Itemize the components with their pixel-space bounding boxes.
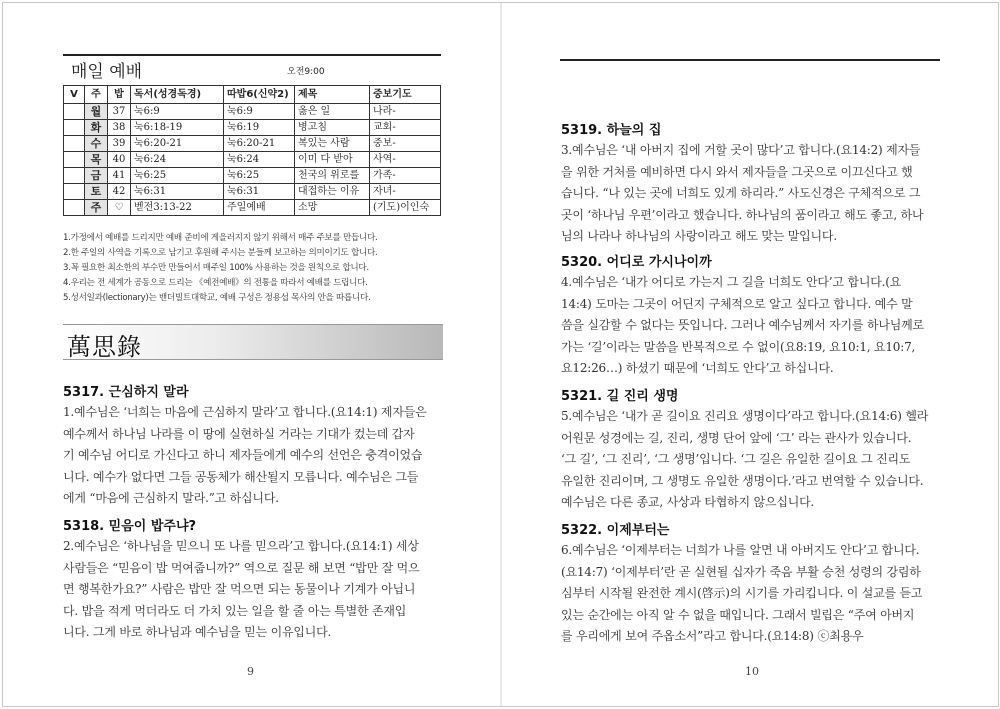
table-row — [64, 200, 441, 216]
section-title: 5321. 길 진리 생명 — [561, 389, 679, 404]
prayer-cell: 교회- — [370, 120, 441, 136]
body-line: 심부터 시작될 완전한 계시(啓示)의 시기를 가리킵니다. 이 설교를 듣고 — [561, 586, 923, 600]
book-spread — [2, 2, 999, 707]
worship-notes — [63, 231, 443, 306]
table-row — [64, 152, 441, 168]
note-line: 5.성서일과(lectionary)는 밴더빌트대학교, 예배 구성은 정용섭 목사의 안을 따릅니다. — [63, 293, 371, 303]
reading-cell: 눅6:18-19 — [131, 120, 224, 136]
title-cell: 복있는 사람 — [295, 136, 370, 152]
body-line: 기 예수님 어디로 가신다고 하니 제자들에게 예수의 선언은 충격이었습 — [63, 448, 423, 462]
col-header-num: 밥 — [108, 86, 131, 104]
note-line: 3.꼭 필요한 최소한의 부수만 만들어서 매주일 100% 사용하는 것을 원칙으로 합니다. — [63, 263, 369, 273]
section-title: 5322. 이제부터는 — [561, 523, 670, 538]
body-line: 를 우리에게 보여 주옵소서”라고 합니다.(요14:8) ⓒ최용우 — [561, 629, 864, 643]
body-line: 어원문 성경에는 길, 진리, 생명 단어 앞에 ‘그’ 라는 관사가 있습니다. — [561, 430, 912, 445]
body-line: 님의 나라나 하나님의 사랑이라고 해도 맞는 말입니다. — [561, 229, 837, 243]
reading-cell: 눅6:24 — [131, 152, 224, 168]
body-line: 요12:26…) 하셨기 때문에 ‘너희도 안다’고 하십니다. — [561, 361, 834, 375]
body-line: 있는 순간에는 아직 알 수 없을 때입니다. 그래서 빌립은 “주여 아버지 — [561, 607, 915, 622]
reading2-cell: 눅6:25 — [224, 168, 295, 184]
section-body — [561, 140, 923, 248]
col-header-reading: 독서(성경독경) — [131, 86, 224, 104]
top-rule — [63, 54, 441, 56]
section-body — [561, 272, 924, 380]
col-header-day: 주 — [85, 86, 108, 104]
day-cell: 월 — [85, 104, 108, 120]
prayer-cell: 사역- — [370, 152, 441, 168]
reading-cell: 눅6:25 — [131, 168, 224, 184]
note-line: 1.가정에서 예배를 드리지만 예배 준비에 게을러지지 않기 위해서 매주 주보를 만듭니다. — [63, 233, 378, 243]
prayer-cell: 중보- — [370, 136, 441, 152]
body-line: 씀을 실감할 수 없다는 뜻입니다. 그러나 예수님께서 자기를 하나님께로 — [561, 318, 924, 332]
body-line: 면 행복한가요?” 사람은 밥만 잘 먹으면 되는 동물이나 기계가 아닙니 — [63, 582, 416, 596]
num-cell: 37 — [108, 104, 131, 120]
section-body — [561, 406, 928, 514]
body-line: 예수께서 하나님 나라를 이 땅에 실현하실 거라는 기대가 컸는데 갑자 — [63, 426, 415, 441]
body-line: 사람들은 “믿음이 밥 먹여줍니까?” 역으로 질문 해 보면 “밥만 잘 먹으 — [63, 560, 420, 575]
body-line: 예수님은 다른 종교, 사상과 타협하지 않으십니다. — [561, 495, 815, 509]
section-title: 5317. 근심하지 말라 — [63, 385, 189, 400]
title-cell: 천국의 위로를 — [295, 168, 370, 184]
day-cell: 목 — [85, 152, 108, 168]
section-body — [561, 540, 922, 648]
num-cell: 40 — [108, 152, 131, 168]
day-cell: 토 — [85, 184, 108, 200]
left-page — [3, 3, 501, 706]
body-line: 6.예수님은 ‘이제부터는 너희가 나를 알면 내 아버지도 안다’고 합니다. — [561, 543, 920, 557]
section-title: 5319. 하늘의 집 — [561, 123, 662, 138]
check-cell[interactable] — [64, 184, 85, 200]
check-cell[interactable] — [64, 104, 85, 120]
reading-cell: 눅6:20-21 — [131, 136, 224, 152]
title-cell: 소망 — [295, 200, 370, 216]
section-body — [63, 402, 427, 510]
banner-title: 萬思錄 — [67, 333, 142, 361]
body-line: 3.예수님은 ‘내 아버지 집에 거할 곳이 많다’고 합니다.(요14:2) 제자들 — [561, 143, 921, 157]
reading-cell: 눅6:31 — [131, 184, 224, 200]
page-number: 9 — [247, 665, 254, 678]
schedule-table — [63, 85, 441, 216]
prayer-cell: 가족- — [370, 168, 441, 184]
body-line: ‘그 길’, ‘그 진리’, ‘그 생명’입니다. ‘그 길은 유일한 길이요 그 진리도 — [561, 452, 911, 466]
reading-cell: 벧전3:13-22 — [131, 200, 224, 216]
top-rule — [560, 59, 940, 61]
reading2-cell: 눅6:19 — [224, 120, 295, 136]
reading2-cell: 눅6:20-21 — [224, 136, 295, 152]
title-cell: 옳은 일 — [295, 104, 370, 120]
num-cell: ♡ — [108, 200, 131, 216]
day-cell: 금 — [85, 168, 108, 184]
num-cell: 39 — [108, 136, 131, 152]
body-line: (요14:7) ‘이제부터’란 곧 실현될 십자가 죽음 부활 승천 성령의 강림하 — [561, 564, 921, 579]
section-title: 5320. 어디로 가시나이까 — [561, 255, 712, 270]
reading2-cell: 눅6:24 — [224, 152, 295, 168]
num-cell: 41 — [108, 168, 131, 184]
body-line: 1.예수님은 ‘너희는 마음에 근심하지 말라’고 합니다.(요14:1) 제자들은 — [63, 405, 427, 419]
check-cell[interactable] — [64, 152, 85, 168]
reading2-cell: 눅6:31 — [224, 184, 295, 200]
check-cell[interactable] — [64, 200, 85, 216]
title-cell: 대접하는 이유 — [295, 184, 370, 200]
col-header-title: 제목 — [295, 86, 370, 104]
check-cell[interactable] — [64, 120, 85, 136]
body-line: 습니다. “나 있는 곳에 너희도 있게 하리라.” 사도신경은 구체적으로 그 — [561, 186, 921, 200]
body-line: 4.예수님은 ‘내가 어디로 가는지 그 길을 너희도 안다’고 합니다.(요 — [561, 275, 902, 289]
num-cell: 38 — [108, 120, 131, 136]
body-line: 14:4) 도마는 그곳이 어딘지 구체적으로 알고 싶다고 합니다. 예수 말 — [561, 296, 913, 311]
schedule-header-row — [64, 86, 441, 104]
prayer-cell: 자녀- — [370, 184, 441, 200]
note-line: 2.한 주일의 사역을 기록으로 남기고 후원해 주시는 분들께 보고하는 의미이기도 합니다. — [63, 248, 378, 258]
note-line: 4.우리는 전 세계가 공동으로 드리는 《예전예배》의 전통을 따라서 예배를 드립니다. — [63, 278, 368, 288]
body-line: 가는 ‘길’이라는 말씀을 반복적으로 수 없이(요8:19, 요10:1, 요10:7, — [561, 339, 916, 354]
prayer-cell: 나라- — [370, 104, 441, 120]
page-number: 10 — [745, 665, 759, 678]
daily-worship-header — [63, 57, 441, 81]
col-header-reading2: 따밥6(신약2) — [224, 86, 295, 104]
reading2-cell: 주일예배 — [224, 200, 295, 216]
reading2-cell: 눅6:9 — [224, 104, 295, 120]
table-row — [64, 168, 441, 184]
day-cell: 수 — [85, 136, 108, 152]
num-cell: 42 — [108, 184, 131, 200]
table-row — [64, 120, 441, 136]
section-title: 5318. 믿음이 밥주냐? — [63, 519, 197, 534]
body-line: 니다. 그게 바로 하나님과 예수님을 믿는 이유입니다. — [63, 625, 332, 639]
body-line: 에게 “마음에 근심하지 말라.”고 하십니다. — [63, 491, 279, 505]
body-line: 2.예수님은 ‘하나님을 믿으니 또 나를 믿으라’고 합니다.(요14:1) 세상 — [63, 539, 419, 553]
day-cell: 화 — [85, 120, 108, 136]
check-cell[interactable] — [64, 136, 85, 152]
right-page — [502, 3, 998, 706]
body-line: 5.예수님은 ‘내가 곧 길이요 진리요 생명이다’라고 합니다.(요14:6) 헬라 — [561, 409, 929, 423]
daily-worship-title: 매일 예배 — [71, 62, 143, 82]
col-header-check: V — [64, 86, 85, 104]
table-row — [64, 136, 441, 152]
body-line: 니다. 예수가 없다면 그들 공동체가 해산될지 모릅니다. 예수님은 그들 — [63, 469, 419, 484]
section-banner — [63, 324, 443, 360]
prayer-cell: (기도)이인숙 — [370, 200, 441, 216]
daily-worship-time: 오전9:00 — [287, 67, 325, 77]
table-row — [64, 104, 441, 120]
section-body — [63, 536, 419, 644]
body-line: 유일한 진리이며, 그 생명도 유일한 생명이다.’라고 번역할 수 있습니다. — [561, 473, 924, 488]
col-header-prayer: 중보기도 — [370, 86, 441, 104]
body-line: 을 위한 거처를 예비하면 다시 와서 제자들을 그곳으로 이끄신다고 했 — [561, 164, 913, 179]
body-line: 다. 밥을 적게 먹더라도 더 가치 있는 일을 할 줄 아는 특별한 존재입 — [63, 603, 407, 618]
title-cell: 병고침 — [295, 120, 370, 136]
day-cell: 주 — [85, 200, 108, 216]
reading-cell: 눅6:9 — [131, 104, 224, 120]
check-cell[interactable] — [64, 168, 85, 184]
title-cell: 이미 다 받아 — [295, 152, 370, 168]
body-line: 곳이 ‘하나님 우편’이라고 했습니다. 하나님의 품이라고 해도 좋고, 하나 — [561, 207, 924, 222]
table-row — [64, 184, 441, 200]
